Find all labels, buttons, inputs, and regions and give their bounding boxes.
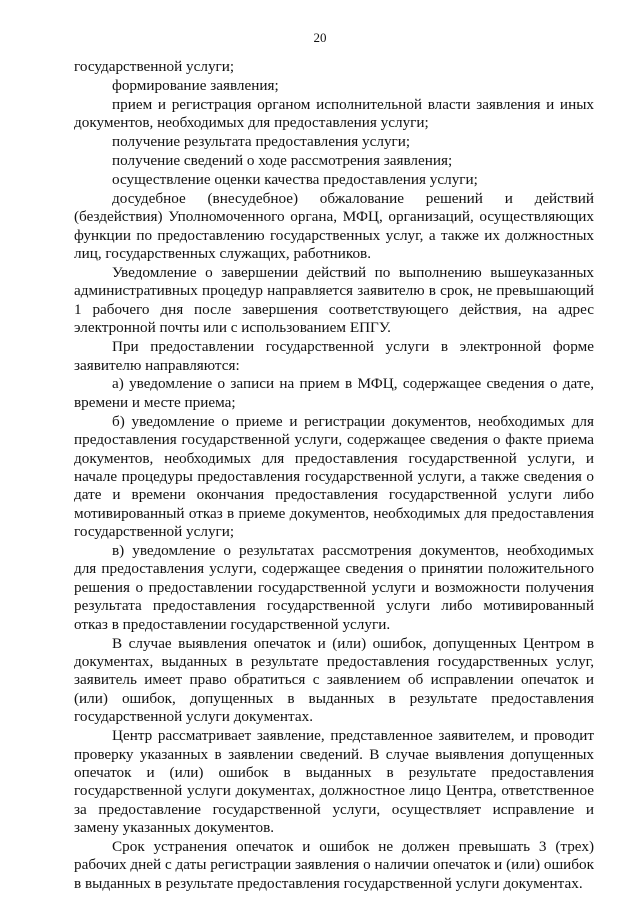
paragraph-notification-a: а) уведомление о записи на прием в МФЦ, содержащее сведения о дате, времени и месте приема; [74, 375, 594, 411]
paragraph: В случае выявления опечаток и (или) ошибок, допущенных Центром в документах, выданных в результате предоставления государственных услуг, заявитель имеет право обратиться с заявлением об исправлении опечаток и (или) ошибок, допущенных в выданных в результате предоставления государственной услуги документах. [74, 634, 594, 726]
paragraph-list-item: получение результата предоставления услуги; [112, 133, 411, 151]
paragraph-list-item: формирование заявления; [112, 76, 279, 94]
paragraph-notification-b: б) уведомление о приеме и регистрации документов, необходимых для предоставления государственной услуги, содержащее сведения о факте приема документов, необходимых для предоставления государственной услуги, и начале процедуры предоставления государственной услуги, а также сведения о дате и времени окончания предоставления государственной услуги либо мотивированный отказ в приеме документов, необходимых для предоставления государственной услуги; [74, 412, 594, 541]
page-number: 20 [313, 30, 327, 45]
paragraph-list-item: получение сведений о ходе рассмотрения заявления; [112, 152, 453, 170]
document-body [74, 58, 594, 894]
paragraph: При предоставлении государственной услуги в электронной форме заявителю направляются: [74, 338, 594, 374]
paragraph-continuation: государственной услуги; [74, 58, 235, 75]
paragraph-list-item: осуществление оценки качества предоставления услуги; [112, 170, 478, 188]
paragraph: Срок устранения опечаток и ошибок не должен превышать 3 (трех) рабочих дней с даты регистрации заявления о наличии опечаток и (или) ошибок в выданных в результате предоставления государственной услуги документах. [74, 838, 594, 892]
paragraph: Центр рассматривает заявление, представленное заявителем, и проводит проверку указанных в заявлении сведений. В случае выявления допущенных опечаток и (или) ошибок в выданных в результате предоставления государственной услуги документах, должностное лицо Центра, ответственное за предоставление государственной услуги, осуществляет исправление и замену указанных документов. [74, 727, 594, 837]
paragraph: Уведомление о завершении действий по выполнению вышеуказанных административных процедур направляется заявителю в срок, не превышающий 1 рабочего дня после завершения соответствующего действия, на адрес электронной почты или с использованием ЕПГУ. [74, 263, 594, 337]
paragraph-notification-c: в) уведомление о результатах рассмотрения документов, необходимых для предоставления услуги, содержащее сведения о принятии положительного решения о предоставлении государственной услуги и возможности получения результата предоставления государственной услуги либо мотивированный отказ в предоставлении государственной услуги. [74, 542, 594, 633]
paragraph-list-item: досудебное (внесудебное) обжалование решений и действий (бездействия) Уполномоченного органа, МФЦ, организаций, осуществляющих функции по предоставлению государственных услуг, а также их должностных лиц, государственных служащих, работников. [74, 189, 594, 263]
paragraph-list-item: прием и регистрация органом исполнительной власти заявления и иных документов, необходимых для предоставления услуги; [74, 95, 594, 132]
